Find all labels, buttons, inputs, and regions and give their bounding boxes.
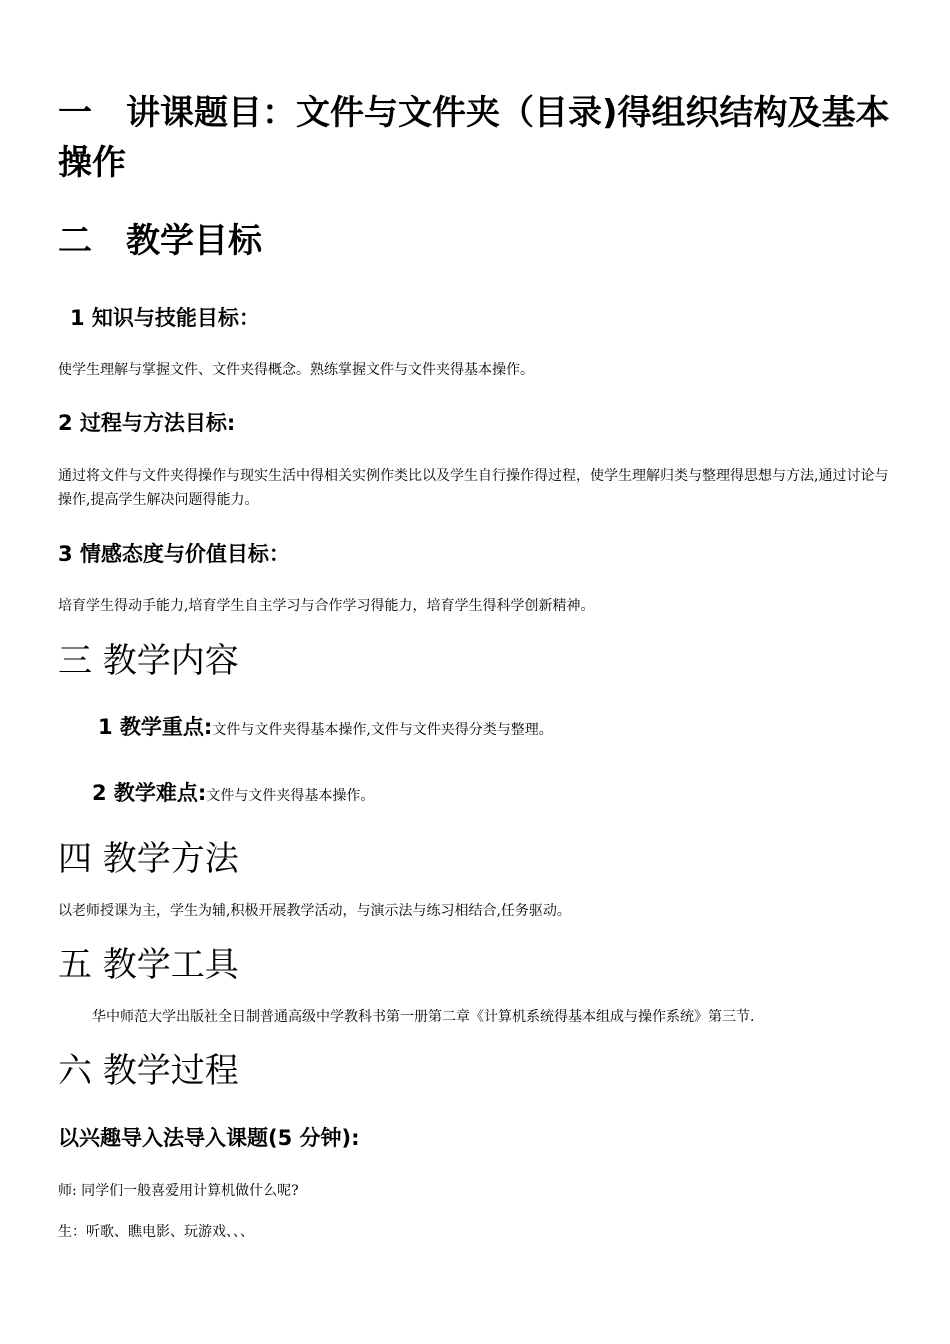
student-line: 生：听歌、瞧电影、玩游戏、、、 <box>58 1224 254 1240</box>
difficulty-line <box>92 778 374 811</box>
goal-1-text: 使学生理解与掌握文件、文件夹得概念。熟练掌握文件与文件夹得基本操作。 <box>58 362 534 378</box>
section-3-heading: 三 教学内容 <box>58 641 239 681</box>
goal-3-heading: 3 情感态度与价值目标： <box>58 542 290 566</box>
teacher-line: 师: 同学们一般喜爱用计算机做什么呢? <box>58 1183 299 1199</box>
difficulty-text: 文件与文件夹得基本操作。 <box>206 788 375 804</box>
goal-2-heading: 2 过程与方法目标: <box>58 411 236 435</box>
key-point-text: 文件与文件夹得基本操作,文件与文件夹得分类与整理。 <box>212 722 553 738</box>
section-1-heading: 一 讲课题目：文件与文件夹（目录)得组织结构及基本操作 <box>58 93 890 183</box>
section-2-heading: 二 教学目标 <box>58 221 262 261</box>
difficulty-label: 2 教学难点: <box>92 781 207 805</box>
goal-1-heading: 1 知识与技能目标： <box>70 306 260 330</box>
goal-2-text: 通过将文件与文件夹得操作与现实生活中得相关实例作类比以及学生自行操作得过程，使学生理解归类与整理得思想与方法,通过讨论与操作,提高学生解决问题得能力。 <box>58 468 889 508</box>
method-text: 以老师授课为主，学生为辅,积极开展教学活动，与演示法与练习相结合,任务驱动。 <box>58 903 571 919</box>
goal-3-text: 培育学生得动手能力,培育学生自主学习与合作学习得能力，培育学生得科学创新精神。 <box>58 598 595 614</box>
tool-text: 华中师范大学出版社全日制普通高级中学教科书第一册第二章《计算机系统得基本组成与操作系统》第三节. <box>92 1009 755 1025</box>
key-point-label: 1 教学重点: <box>98 715 213 739</box>
intro-heading: 以兴趣导入法导入课题(5 分钟): <box>58 1126 360 1150</box>
section-4-heading: 四 教学方法 <box>58 839 239 879</box>
section-6-heading: 六 教学过程 <box>58 1051 239 1091</box>
key-point-line <box>98 712 553 745</box>
section-5-heading: 五 教学工具 <box>58 945 239 985</box>
